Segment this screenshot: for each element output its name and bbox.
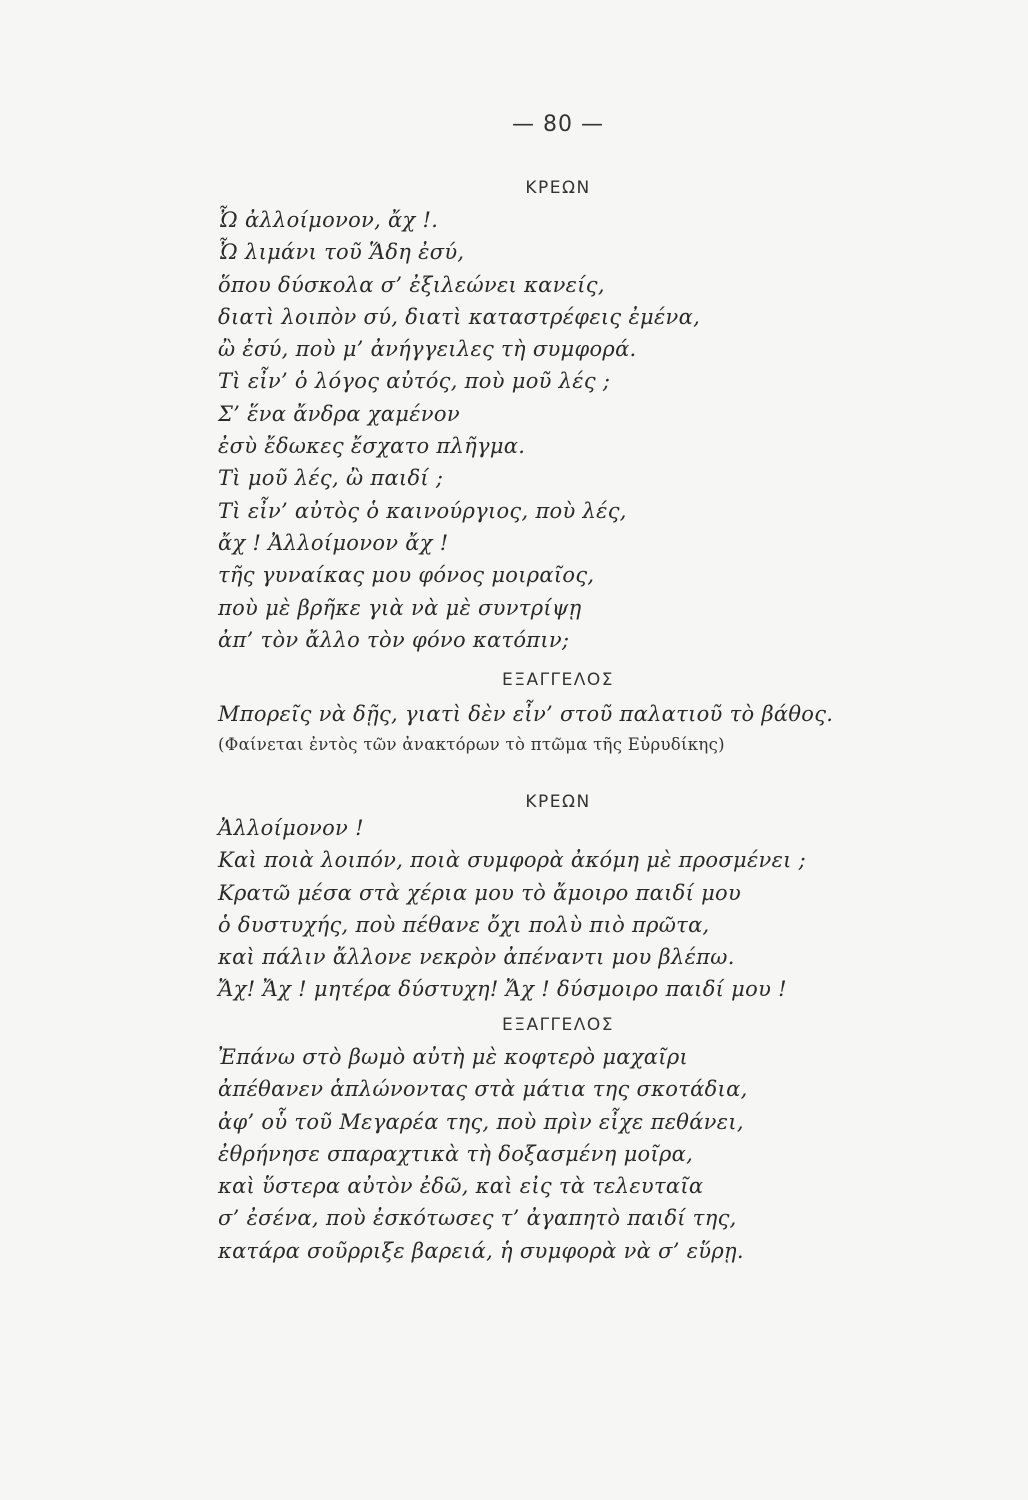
verse-line: διατὶ λοιπὸν σύ, διατὶ καταστρέφεις ἐμένα,: [218, 304, 701, 329]
verse-line: ἀπ’ τὸν ἄλλο τὸν φόνο κατόπιν;: [218, 627, 570, 652]
speaker-kreon: ΚΡΕΩΝ: [525, 178, 591, 198]
verse-line: ἄχ ! Ἀλλοίμονον ἄχ !: [218, 530, 449, 555]
verse-line: καὶ ὕστερα αὐτὸν ἐδῶ, καὶ εἰς τὰ τελευταῖα: [218, 1174, 704, 1199]
verse-block-kreon-2: [218, 812, 806, 1006]
page-number: — 80 —: [512, 112, 604, 137]
verse-line: Σ’ ἕνα ἄνδρα χαμένον: [218, 401, 460, 426]
verse-line: Τὶ εἶν’ ὁ λόγος αὐτός, ποὺ μοῦ λές ;: [218, 369, 611, 394]
verse-line: Καὶ ποιὰ λοιπόν, ποιὰ συμφορὰ ἀκόμη μὲ προσμένει ;: [218, 848, 807, 873]
verse-line: Μπορεῖς νὰ δῇς, γιατὶ δὲν εἶν’ στοῦ παλατιοῦ τὸ βάθος.: [218, 702, 834, 726]
verse-line: Τὶ εἶν’ αὐτὸς ὁ καινούργιος, ποὺ λές,: [218, 498, 627, 523]
verse-line: Ἀλλοίμονον !: [218, 816, 364, 840]
speaker-exangelos: ΕΞΑΓΓΕΛΟΣ: [501, 1015, 615, 1035]
verse-block-exangelos-2: [218, 1041, 748, 1267]
verse-line: Ἄχ! Ἄχ ! μητέρα δύστυχη! Ἄχ ! δύσμοιρο παιδί μου !: [218, 977, 787, 1002]
verse-line: ὢ ἐσύ, ποὺ μ’ ἀνήγγειλες τὴ συμφορά.: [218, 337, 637, 362]
stage-direction: (Φαίνεται ἐντὸς τῶν ἀνακτόρων τὸ πτῶμα τῆς Εὐρυδίκης): [218, 735, 725, 754]
verse-line: Ὦ ἀλλοίμονον, ἄχ !.: [218, 208, 439, 232]
verse-line: ὅπου δύσκολα σ’ ἐξιλεώνει κανείς,: [218, 272, 605, 297]
verse-line: ποὺ μὲ βρῆκε γιὰ νὰ μὲ συντρίψῃ: [218, 595, 582, 620]
verse-line: ἐσὺ ἔδωκες ἔσχατο πλῆγμα.: [218, 434, 526, 459]
speaker-exangelos: ΕΞΑΓΓΕΛΟΣ: [501, 670, 615, 690]
verse-line: ἐθρήνησε σπαραχτικὰ τὴ δοξασμένη μοῖρα,: [218, 1141, 694, 1166]
speaker-kreon: ΚΡΕΩΝ: [525, 792, 591, 812]
verse-line: ὁ δυστυχής, ποὺ πέθανε ὄχι πολὺ πιὸ πρῶτα,: [218, 912, 710, 937]
verse-line: ἀπέθανεν ἁπλώνοντας στὰ μάτια της σκοτάδια,: [218, 1077, 748, 1102]
verse-line: τῆς γυναίκας μου φόνος μοιραῖος,: [218, 563, 595, 588]
verse-line: Τὶ μοῦ λές, ὢ παιδί ;: [218, 466, 444, 491]
verse-block-kreon-1: [218, 204, 700, 656]
verse-line: καὶ πάλιν ἄλλονε νεκρὸν ἀπέναντι μου βλέπω.: [218, 945, 735, 970]
verse-line: Κρατῶ μέσα στὰ χέρια μου τὸ ἄμοιρο παιδί μου: [218, 880, 742, 905]
verse-line: Ἐπάνω στὸ βωμὸ αὐτὴ μὲ κοφτερὸ μαχαῖρι: [218, 1045, 688, 1069]
verse-line: κατάρα σοῦρριξε βαρειά, ἡ συμφορὰ νὰ σ’ εὕρῃ.: [218, 1238, 744, 1263]
verse-line: σ’ ἐσένα, ποὺ ἐσκότωσες τ’ ἀγαπητὸ παιδί της,: [218, 1206, 737, 1231]
verse-line: ἀφ’ οὗ τοῦ Μεγαρέα της, ποὺ πρὶν εἶχε πεθάνει,: [218, 1109, 744, 1134]
verse-line: Ὦ λιμάνι τοῦ Ἅδη ἐσύ,: [218, 240, 465, 265]
